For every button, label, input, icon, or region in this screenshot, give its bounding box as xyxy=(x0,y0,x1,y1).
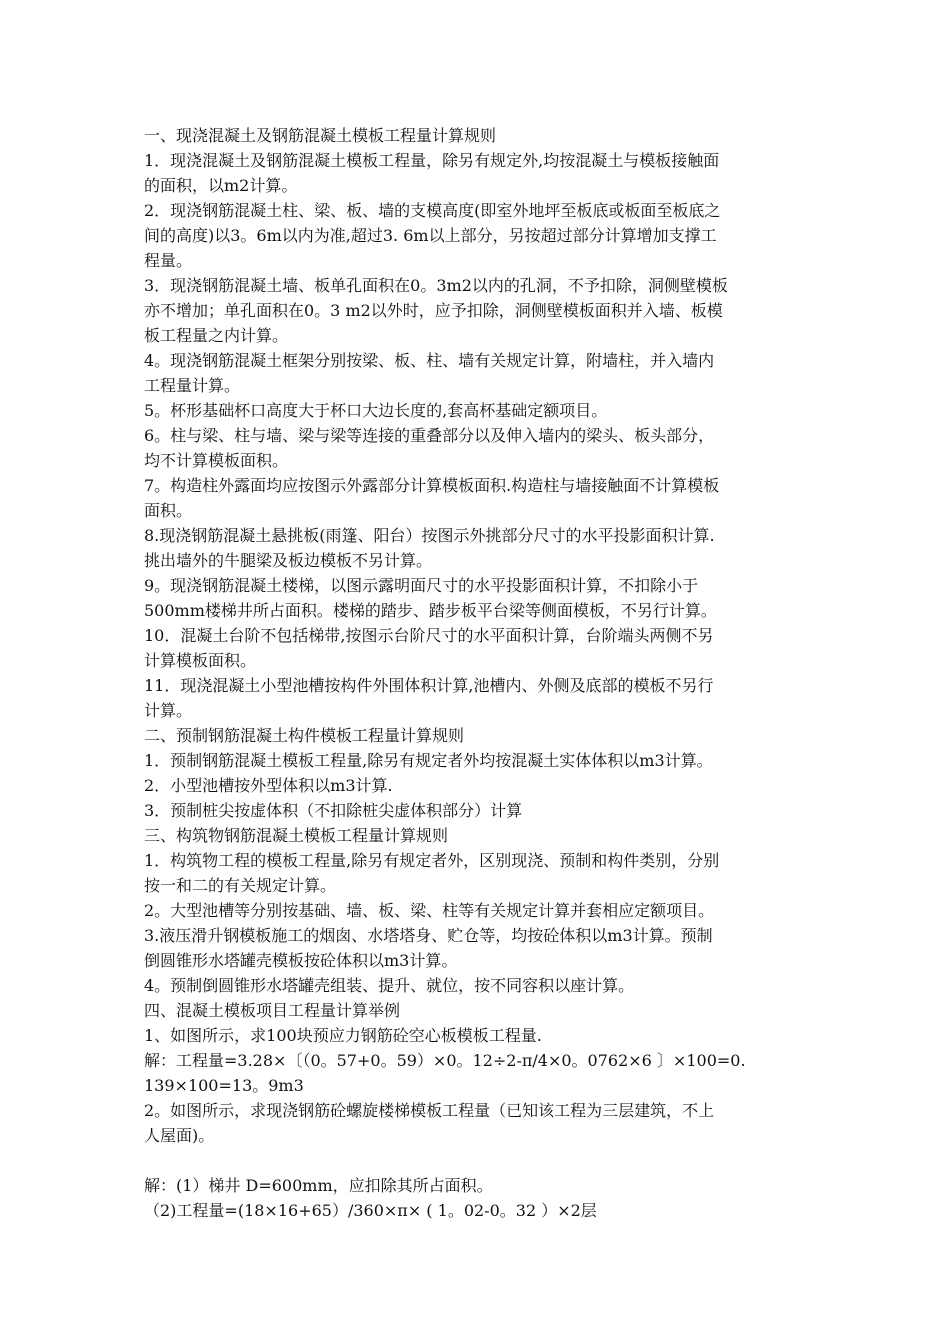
text-line: 6。柱与梁、柱与墙、梁与梁等连接的重叠部分以及伸入墙内的梁头、板头部分， xyxy=(144,426,715,445)
text-line: 解：工程量=3.28×〔（0。57+0。59）×0。12÷2-π/4×0。0762×6 〕×100=0. xyxy=(144,1051,746,1070)
text-line: 板工程量之内计算。 xyxy=(144,326,289,345)
text-line: 四、混凝土模板项目工程量计算举例 xyxy=(144,1001,401,1020)
text-line: 按一和二的有关规定计算。 xyxy=(144,876,337,895)
text-line: 的面积，以m2计算。 xyxy=(144,176,298,195)
text-line: 3．现浇钢筋混凝土墙、板单孔面积在0。3m2以内的孔洞，不予扣除，洞侧壁模板 xyxy=(144,276,728,295)
text-line: 4。现浇钢筋混凝土框架分别按梁、板、柱、墙有关规定计算，附墙柱，并入墙内 xyxy=(144,351,715,370)
text-line: 亦不增加；单孔面积在0。3 m2以外时，应予扣除，洞侧壁模板面积并入墙、板模 xyxy=(144,301,723,320)
text-line: 2。如图所示，求现浇钢筋砼螺旋楼梯模板工程量（已知该工程为三层建筑，不上 xyxy=(144,1101,715,1120)
text-line: 计算。 xyxy=(144,701,193,720)
text-line: 1．现浇混凝土及钢筋混凝土模板工程量，除另有规定外,均按混凝土与模板接触面 xyxy=(144,151,720,170)
document-body xyxy=(144,123,814,1223)
text-line: 2。大型池槽等分别按基础、墙、板、梁、柱等有关规定计算并套相应定额项目。 xyxy=(144,901,715,920)
text-line: 2．小型池槽按外型体积以m3计算. xyxy=(144,776,393,795)
text-line: 8.现浇钢筋混凝土悬挑板(雨篷、阳台）按图示外挑部分尺寸的水平投影面积计算. xyxy=(144,526,715,545)
text-line: 二、预制钢筋混凝土构件模板工程量计算规则 xyxy=(144,726,465,745)
text-line: 3．预制桩尖按虚体积（不扣除桩尖虚体积部分）计算 xyxy=(144,801,523,820)
text-line: 倒圆锥形水塔罐壳模板按砼体积以m3计算。 xyxy=(144,951,458,970)
text-line: 挑出墙外的牛腿梁及板边模板不另计算。 xyxy=(144,551,433,570)
text-line: 139×100=13。9m3 xyxy=(144,1076,304,1095)
text-line: 间的高度)以3。6m以内为准,超过3. 6m以上部分，另按超过部分计算增加支撑工 xyxy=(144,226,717,245)
text-line: 9。现浇钢筋混凝土楼梯，以图示露明面尺寸的水平投影面积计算，不扣除小于 xyxy=(144,576,699,595)
blank-line xyxy=(144,1148,814,1173)
text-line: 人屋面)。 xyxy=(144,1126,215,1145)
text-line: 解：(1）梯井 D=600mm，应扣除其所占面积。 xyxy=(144,1176,493,1195)
text-line: 面积。 xyxy=(144,501,193,520)
text-line: 一、现浇混凝土及钢筋混凝土模板工程量计算规则 xyxy=(144,126,497,145)
text-line: 11．现浇混凝土小型池槽按构件外围体积计算,池槽内、外侧及底部的模板不另行 xyxy=(144,676,714,695)
text-line: 7。构造柱外露面均应按图示外露部分计算模板面积.构造柱与墙接触面不计算模板 xyxy=(144,476,720,495)
text-line: 4。预制倒圆锥形水塔罐壳组装、提升、就位，按不同容积以座计算。 xyxy=(144,976,635,995)
text-line: 5。杯形基础杯口高度大于杯口大边长度的,套高杯基础定额项目。 xyxy=(144,401,608,420)
text-line: 1．构筑物工程的模板工程量,除另有规定者外，区别现浇、预制和构件类别，分别 xyxy=(144,851,720,870)
text-line: （2)工程量=(18×16+65）/360×π× ( 1。02-0。32 ）×2层 xyxy=(144,1201,597,1220)
text-line: 三、构筑物钢筋混凝土模板工程量计算规则 xyxy=(144,826,449,845)
text-line: 1、如图所示，求100块预应力钢筋砼空心板模板工程量. xyxy=(144,1026,542,1045)
text-line: 工程量计算。 xyxy=(144,376,241,395)
text-line: 500mm楼梯井所占面积。楼梯的踏步、踏步板平台梁等侧面模板，不另行计算。 xyxy=(144,601,717,620)
text-line: 计算模板面积。 xyxy=(144,651,257,670)
text-line: 程量。 xyxy=(144,251,193,270)
text-line: 10．混凝土台阶不包括梯带,按图示台阶尺寸的水平面积计算，台阶端头两侧不另 xyxy=(144,626,714,645)
text-line: 3.液压滑升钢模板施工的烟囱、水塔塔身、贮仓等，均按砼体积以m3计算。预制 xyxy=(144,926,713,945)
text-line: 均不计算模板面积。 xyxy=(144,451,289,470)
text-line: 1．预制钢筋混凝土模板工程量,除另有规定者外均按混凝土实体体积以m3计算。 xyxy=(144,751,713,770)
text-line: 2．现浇钢筋混凝土柱、梁、板、墙的支模高度(即室外地坪至板底或板面至板底之 xyxy=(144,201,721,220)
